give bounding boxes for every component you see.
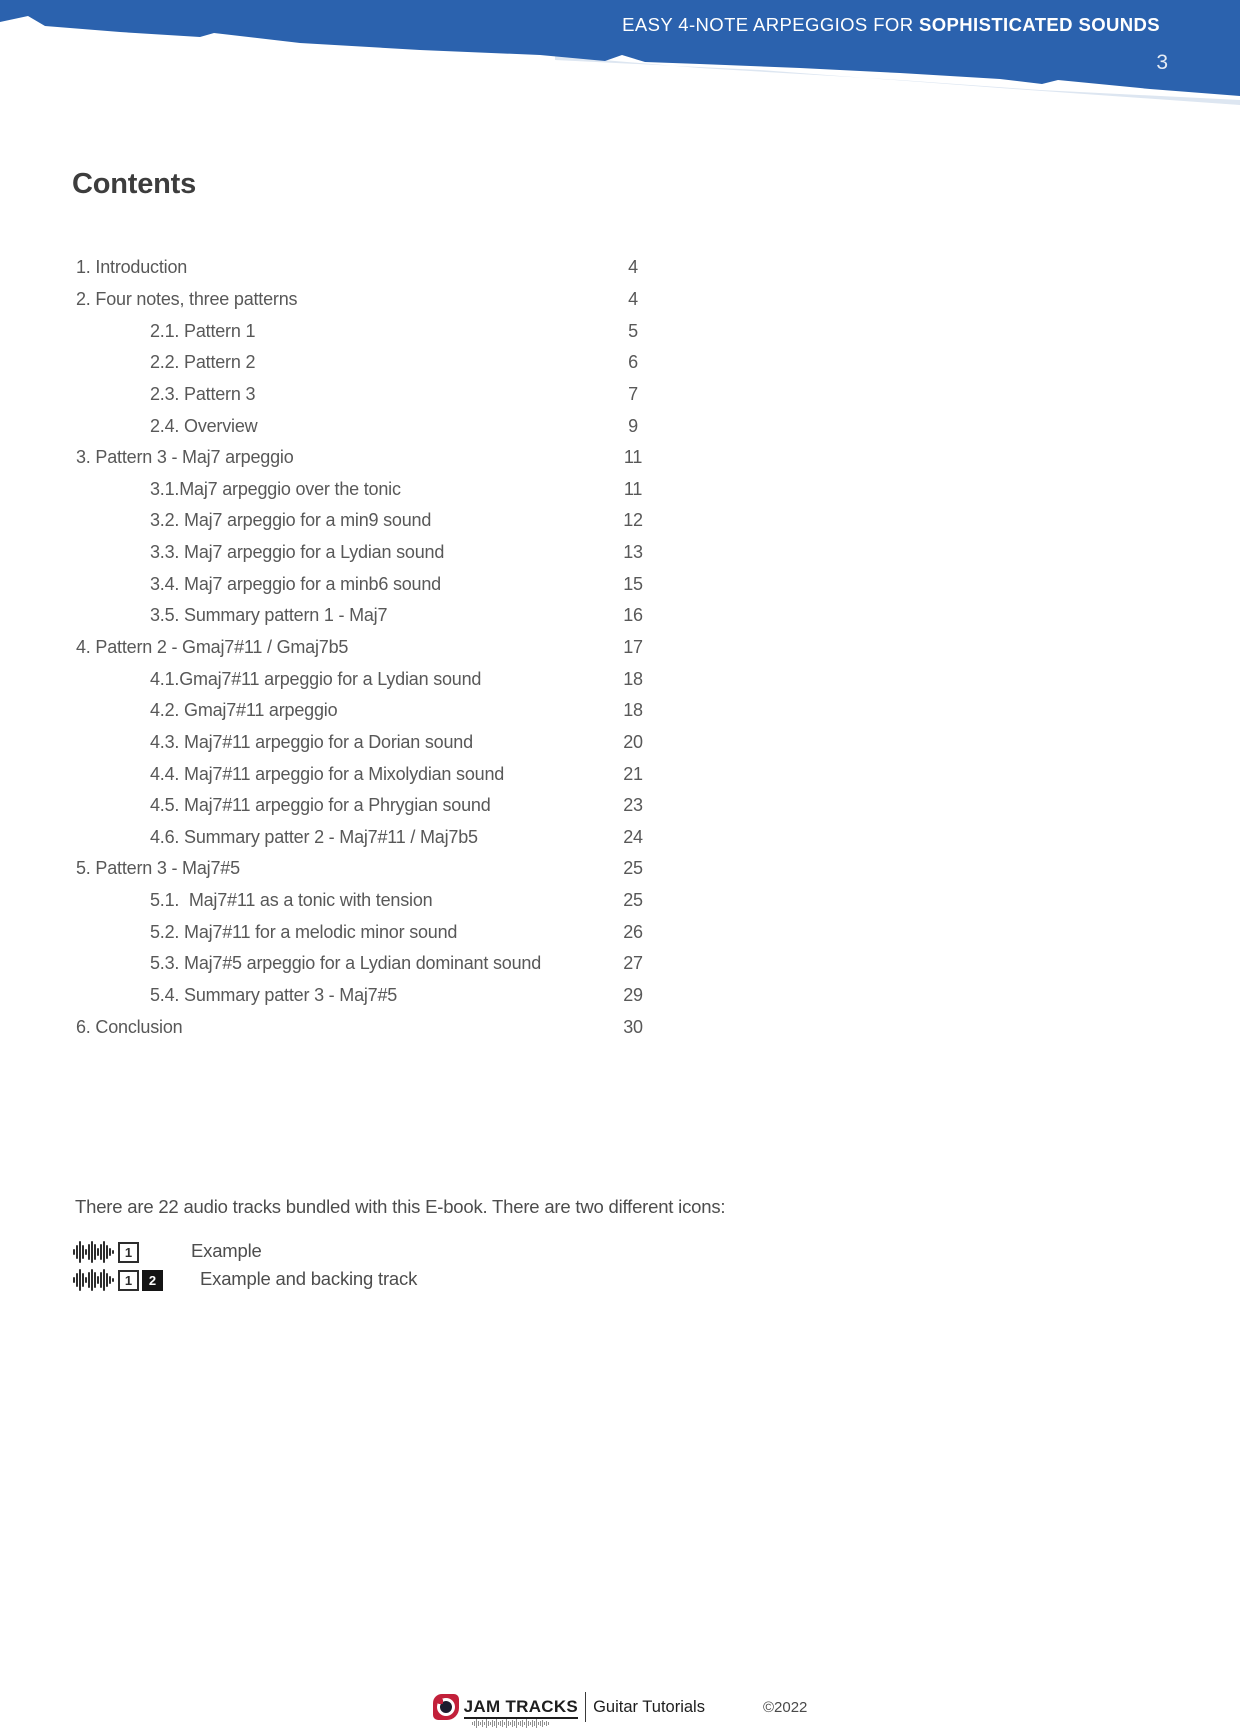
copyright: ©2022 (762, 1698, 808, 1716)
toc-entry-label: 6. Conclusion (76, 1016, 183, 1037)
header-banner (0, 0, 1240, 112)
audio-tracks-intro: There are 22 audio tracks bundled with this E-book. There are two different icons: (75, 1196, 726, 1217)
toc-entry-page: 29 (623, 985, 643, 1006)
toc-entry-page: 4 (628, 288, 638, 309)
audio-track-row (73, 1240, 262, 1264)
toc-entry[interactable] (0, 315, 720, 347)
toc-entry-label: 3.1.Maj7 arpeggio over the tonic (150, 478, 401, 499)
toc-entry[interactable] (0, 663, 720, 695)
toc-entry-label: 5.3. Maj7#5 arpeggio for a Lydian dominant sound (150, 953, 542, 974)
toc-entry-label: 5.4. Summary patter 3 - Maj7#5 (150, 985, 398, 1006)
brand-name-wrap (464, 1697, 578, 1717)
toc-entry-label: 3.3. Maj7 arpeggio for a Lydian sound (150, 542, 445, 563)
toc-entry-page: 12 (623, 510, 643, 531)
brand-tagline: Guitar Tutorials (593, 1697, 705, 1716)
toc-entry[interactable] (0, 284, 720, 316)
toc-entry[interactable] (0, 473, 720, 505)
toc-entry[interactable] (0, 600, 720, 632)
toc-entry-page: 4 (628, 257, 638, 278)
toc-entry-page: 13 (623, 542, 643, 563)
toc-entry-page: 25 (623, 858, 643, 879)
toc-entry-label: 3.2. Maj7 arpeggio for a min9 sound (150, 510, 432, 531)
toc-entry-page: 20 (623, 731, 643, 752)
toc-entry[interactable] (0, 347, 720, 379)
track-number-badge: 1 (118, 1270, 139, 1291)
toc-entry-label: 2.3. Pattern 3 (150, 383, 256, 404)
toc-entry[interactable] (0, 568, 720, 600)
toc-entry[interactable] (0, 410, 720, 442)
toc-entry-label: 4.6. Summary patter 2 - Maj7#11 / Maj7b5 (150, 826, 478, 847)
toc-entry[interactable] (0, 442, 720, 474)
toc-entry[interactable] (0, 537, 720, 569)
toc-entry-label: 3.4. Maj7 arpeggio for a minb6 sound (150, 573, 441, 594)
audio-row-label: Example and backing track (200, 1268, 418, 1289)
toc-entry-page: 30 (623, 1016, 643, 1037)
toc-entry-label: 4. Pattern 2 - Gmaj7#11 / Gmaj7b5 (76, 637, 349, 657)
toc-entry-page: 11 (623, 447, 643, 468)
toc-entry-page: 23 (623, 795, 643, 816)
toc-entry[interactable] (0, 822, 720, 854)
toc-entry-label: 5.2. Maj7#11 for a melodic minor sound (150, 921, 458, 942)
toc-entry-page: 7 (628, 383, 638, 404)
toc-entry[interactable] (0, 1011, 720, 1043)
toc-entry-page: 9 (628, 415, 638, 436)
brand-underline-waveform-icon (472, 1719, 550, 1728)
toc-entry[interactable] (0, 758, 720, 790)
toc-entry-label: 3.5. Summary pattern 1 - Maj7 (150, 605, 388, 626)
toc-entry-label: 2.2. Pattern 2 (150, 352, 256, 373)
toc-entry[interactable] (0, 252, 720, 284)
toc-entry-label: 1. Introduction (76, 257, 188, 278)
toc-entry-page: 27 (623, 953, 643, 974)
audio-icon-cluster (73, 1240, 139, 1264)
toc-entry-label: 2.1. Pattern 1 (150, 320, 256, 341)
toc-entry-label: 5. Pattern 3 - Maj7#5 (76, 858, 240, 879)
toc-entry-page: 21 (623, 763, 643, 784)
toc-entry-page: 11 (623, 478, 643, 499)
toc-entry-label: 4.3. Maj7#11 arpeggio for a Dorian sound (150, 731, 473, 752)
toc-entry[interactable] (0, 948, 720, 980)
brand-logo-icon (433, 1694, 459, 1720)
audio-row-label: Example (191, 1240, 262, 1261)
brand-name: JAM TRACKS (464, 1697, 578, 1719)
toc-entry-label: 2. Four notes, three patterns (76, 288, 298, 309)
toc-entry[interactable] (0, 916, 720, 948)
track-number-badge: 1 (118, 1242, 139, 1263)
toc-entry[interactable] (0, 505, 720, 537)
audio-track-row (73, 1268, 418, 1292)
waveform-icon (73, 1240, 115, 1264)
toc-entry-page: 18 (623, 700, 643, 721)
toc-entry-label: 5.1. Maj7#11 as a tonic with tension (150, 890, 433, 911)
footer (0, 1692, 1240, 1722)
toc-entry-page: 26 (623, 921, 643, 942)
toc-entry-page: 24 (623, 826, 643, 847)
header-title-bold: SOPHISTICATED SOUNDS (919, 14, 1160, 35)
table-of-contents (0, 252, 720, 1043)
brand-divider (585, 1692, 586, 1722)
audio-icon-cluster (73, 1268, 163, 1292)
toc-entry-page: 6 (628, 352, 638, 373)
header-title (622, 14, 1160, 36)
toc-entry-label: 2.4. Overview (150, 415, 258, 436)
toc-entry[interactable] (0, 790, 720, 822)
toc-entry[interactable] (0, 379, 720, 411)
toc-entry-page: 25 (623, 890, 643, 911)
toc-entry-label: 4.2. Gmaj7#11 arpeggio (150, 700, 338, 721)
toc-entry-label: 3. Pattern 3 - Maj7 arpeggio (76, 447, 294, 468)
toc-entry[interactable] (0, 853, 720, 885)
toc-entry-label: 4.5. Maj7#11 arpeggio for a Phrygian sound (150, 795, 491, 816)
contents-heading: Contents (72, 168, 197, 200)
toc-entry[interactable] (0, 632, 720, 664)
waveform-icon (73, 1268, 115, 1292)
toc-entry-page: 15 (623, 573, 643, 594)
toc-entry-page: 16 (623, 605, 643, 626)
toc-entry-label: 4.1.Gmaj7#11 arpeggio for a Lydian sound (150, 668, 482, 689)
header-title-regular: EASY 4-NOTE ARPEGGIOS FOR (622, 14, 920, 35)
toc-entry-label: 4.4. Maj7#11 arpeggio for a Mixolydian sound (150, 763, 505, 784)
toc-entry-page: 17 (623, 637, 643, 657)
toc-entry[interactable] (0, 980, 720, 1012)
toc-entry[interactable] (0, 727, 720, 759)
toc-entry-page: 18 (623, 668, 643, 689)
page-number: 3 (1156, 51, 1168, 74)
toc-entry[interactable] (0, 885, 720, 917)
track-number-badge: 2 (142, 1270, 163, 1291)
toc-entry-page: 5 (628, 320, 638, 341)
toc-entry[interactable] (0, 695, 720, 727)
